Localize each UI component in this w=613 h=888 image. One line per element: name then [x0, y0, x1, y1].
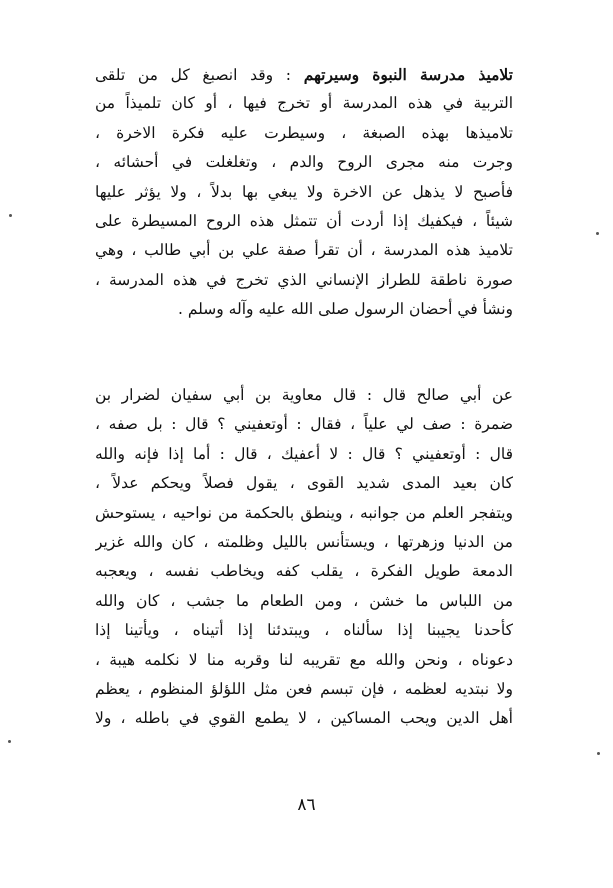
paragraph-2-line-12: أهل الدين ويحب المساكين ، لا يطمع القوي في باطله ، ولا	[95, 709, 513, 728]
line-1-rest: : وقد انصبغ كل من تلقى	[95, 66, 304, 84]
paragraph-1-line-9: ونشأ في أحضان الرسول صلى الله عليه وآله وسلم .	[177, 300, 513, 319]
section-heading: تلاميذ مدرسة النبوة وسيرتهم	[303, 65, 513, 84]
paragraph-1-line-6: شيئاً ، فيكفيك إذا أردت أن تتمثل هذه الروح المسيطرة على	[95, 211, 513, 230]
scan-speck	[596, 232, 599, 235]
paragraph-1-line-5: فأصبح لا يذهل عن الاخرة ولا يبغي بها بدلاً ، ولا يؤثر عليها	[95, 182, 513, 201]
paragraph-2	[95, 381, 513, 734]
paragraph-2-line-3: قال : أوتعفيني ؟ قال : لا أعفيك ، قال : أما إذا فإنه والله	[95, 444, 513, 463]
scan-speck	[9, 214, 12, 217]
scan-speck	[8, 740, 11, 743]
paragraph-2-line-7: الدمعة طويل الفكرة ، يقلب كفه ويخاطب نفسه ، ويعجبه	[95, 562, 513, 581]
scan-speck	[597, 752, 600, 755]
paragraph-1-line-4: وجرت منه مجرى الروح والدم ، وتغلغلت في أحشائه ،	[95, 153, 513, 172]
paragraph-2-line-2: ضمرة : صف لي علياً ، فقال : أوتعفيني ؟ قال : بل صفه ،	[95, 415, 513, 434]
paragraph-1-line-7: تلاميذ هذه المدرسة ، أن تقرأ صفة علي بن أبي طالب ، وهي	[95, 241, 513, 260]
paragraph-2-line-5: ويتفجر العلم من جوانبه ، وينطق بالحكمة من نواحيه ، يستوحش	[95, 503, 513, 522]
page-number: ٨٦	[297, 795, 316, 815]
paragraph-1-line-2: التربية في هذه المدرسة أو تخرج فيها ، أو كان تلميذاً من	[95, 94, 513, 113]
paragraph-1	[95, 60, 513, 325]
paragraph-2-line-11: ولا نبتديه لعظمه ، فإن تبسم فعن مثل اللؤلؤ المنظوم ، يعظم	[95, 679, 513, 698]
paragraph-1-line-1	[95, 60, 513, 89]
paragraph-2-line-8: من اللباس ما خشن ، ومن الطعام ما جشب ، كان والله	[95, 591, 513, 610]
paragraph-2-line-9: كأحدنا يجيبنا إذا سألناه ، ويبتدئنا إذا أتيناه ، ويأتينا إذا	[95, 621, 513, 640]
paragraph-2-line-10: دعوناه ، ونحن والله مع تقريبه لنا وقربه منا لا نكلمه هيبة ،	[95, 650, 513, 669]
paragraph-1-line-3: تلاميذها بهذه الصبغة ، وسيطرت عليه فكرة الاخرة ،	[95, 123, 513, 142]
paragraph-2-line-6: من الدنيا وزهرتها ، ويستأنس بالليل وظلمته ، كان والله غزير	[95, 532, 513, 551]
paragraph-2-line-1: عن أبي صالح قال : قال معاوية بن أبي سفيان لضرار بن	[95, 386, 513, 404]
paragraph-1-line-8: صورة ناطقة للطراز الإنساني الذي تخرج في هذه المدرسة ،	[95, 270, 513, 289]
paragraph-2-line-4: كان بعيد المدى شديد القوى ، يقول فصلاً ويحكم عدلاً ،	[95, 474, 513, 493]
